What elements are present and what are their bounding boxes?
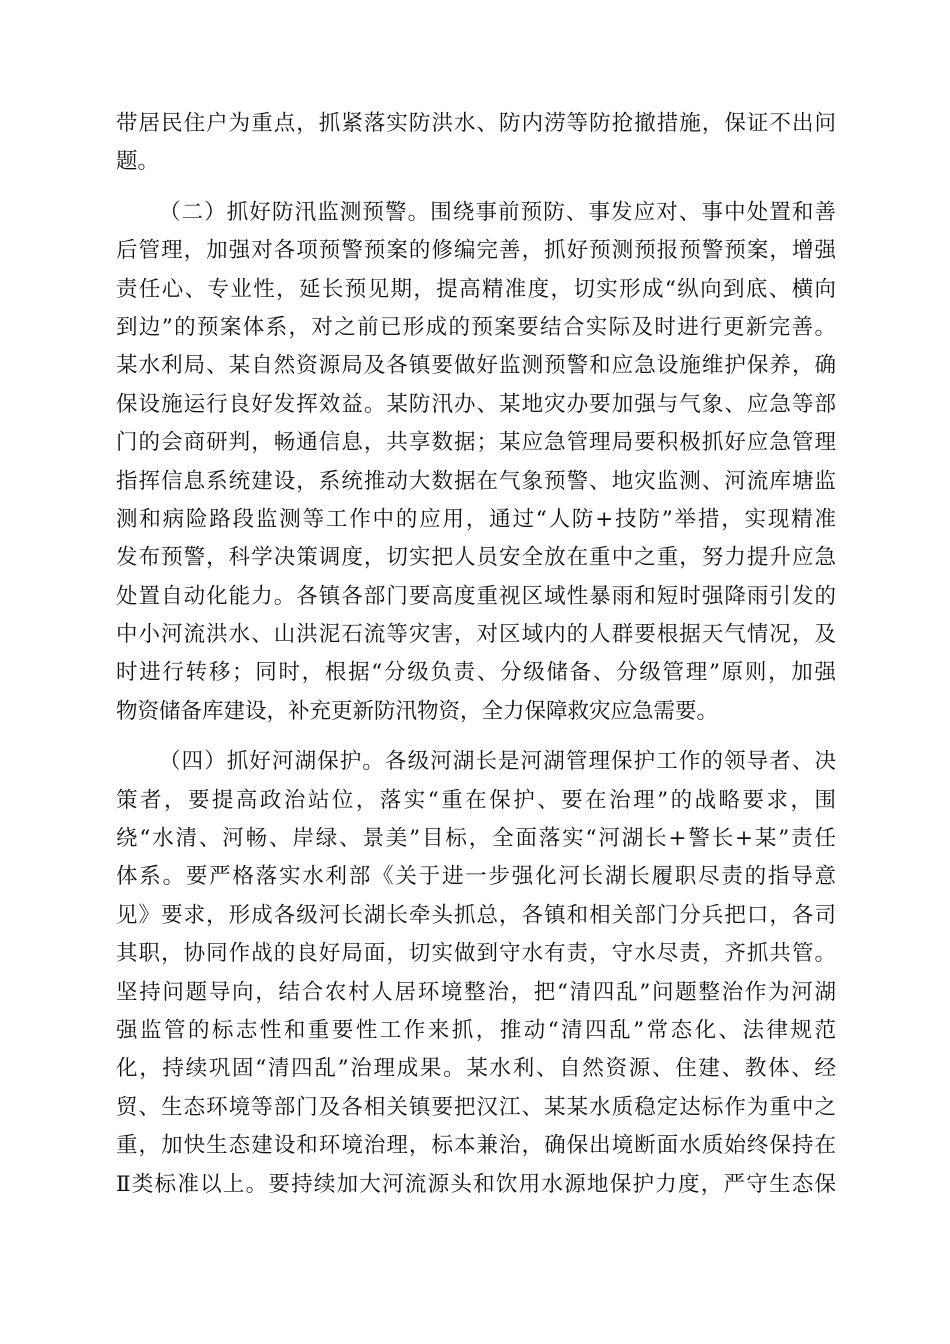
document-body (116, 105, 836, 1204)
text-line: 某水利局、某自然资源局及各镇要做好监测预警和应急设施维护保养，确 (116, 353, 836, 379)
text-line: 强监管的标志性和重要性工作来抓，推动“清四乱”常态化、法律规范 (116, 1017, 836, 1043)
text-line: 其职，协同作战的良好局面，切实做到守水有责，守水尽责，齐抓共管。 (116, 941, 836, 967)
text-line: 体系。要严格落实水利部《关于进一步强化河长湖长履职尽责的指导意 (116, 864, 836, 890)
text-line: 物资储备库建设，补充更新防汛物资，全力保障救灾应急需要。 (116, 698, 719, 724)
text-line: 策者，要提高政治站位，落实“重在保护、要在治理”的战略要求，围 (116, 787, 836, 813)
text-line: 指挥信息系统建设，系统推动大数据在气象预警、地灾监测、河流库塘监 (116, 468, 836, 494)
text-line: Ⅱ类标准以上。要持续加大河流源头和饮用水源地保护力度，严守生态保 (116, 1171, 836, 1197)
text-line: 保设施运行良好发挥效益。某防汛办、某地灾办要加强与气象、应急等部 (116, 391, 836, 417)
text-line: 带居民住户为重点，抓紧落实防洪水、防内涝等防抢撤措施，保证不出问 (116, 111, 836, 136)
text-line: 贸、生态环境等部门及各相关镇要把汉江、某某水质稳定达标作为重中之 (116, 1094, 836, 1120)
text-line: 到边”的预案体系，对之前已形成的预案要结合实际及时进行更新完善。 (116, 314, 836, 340)
text-line: 后管理，加强对各项预警预案的修编完善，抓好预测预报预警预案，增强 (116, 238, 836, 264)
text-line: 化，持续巩固“清四乱”治理成果。某水利、自然资源、住建、教体、经 (116, 1056, 836, 1082)
text-line: 题。 (116, 149, 160, 175)
text-line: （二）抓好防汛监测预警。围绕事前预防、事发应对、事中处置和善 (159, 199, 836, 225)
text-line: 处置自动化能力。各镇各部门要高度重视区域性暴雨和短时强降雨引发的 (116, 583, 836, 609)
text-line: 责任心、专业性，延长预见期，提高精准度，切实形成“纵向到底、横向 (116, 276, 836, 302)
paragraph-flood-monitoring (116, 194, 836, 731)
text-line: 发布预警，科学决策调度，切实把人员安全放在重中之重，努力提升应急 (116, 545, 836, 571)
text-line: 绕“水清、河畅、岸绿、景美”目标，全面落实“河湖长+警长+某”责任 (116, 826, 836, 852)
text-line: 坚持问题导向，结合农村人居环境整治，把“清四乱”问题整治作为河湖 (116, 979, 836, 1005)
paragraph-continuation (116, 105, 836, 182)
text-line: 时进行转移；同时，根据“分级负责、分级储备、分级管理”原则，加强 (116, 660, 836, 686)
text-line: （四）抓好河湖保护。各级河湖长是河湖管理保护工作的领导者、决 (159, 749, 836, 775)
paragraph-river-lake-protection (116, 743, 836, 1204)
text-line: 见》要求，形成各级河长湖长牵头抓总，各镇和相关部门分兵把口，各司 (116, 902, 836, 928)
text-line: 重，加快生态建设和环境治理，标本兼治，确保出境断面水质始终保持在 (116, 1133, 836, 1159)
text-line: 中小河流洪水、山洪泥石流等灾害，对区域内的人群要根据天气情况，及 (116, 622, 836, 648)
text-line: 门的会商研判，畅通信息，共享数据；某应急管理局要积极抓好应急管理 (116, 430, 836, 456)
text-line: 测和病险路段监测等工作中的应用，通过“人防+技防”举措，实现精准 (116, 506, 836, 532)
